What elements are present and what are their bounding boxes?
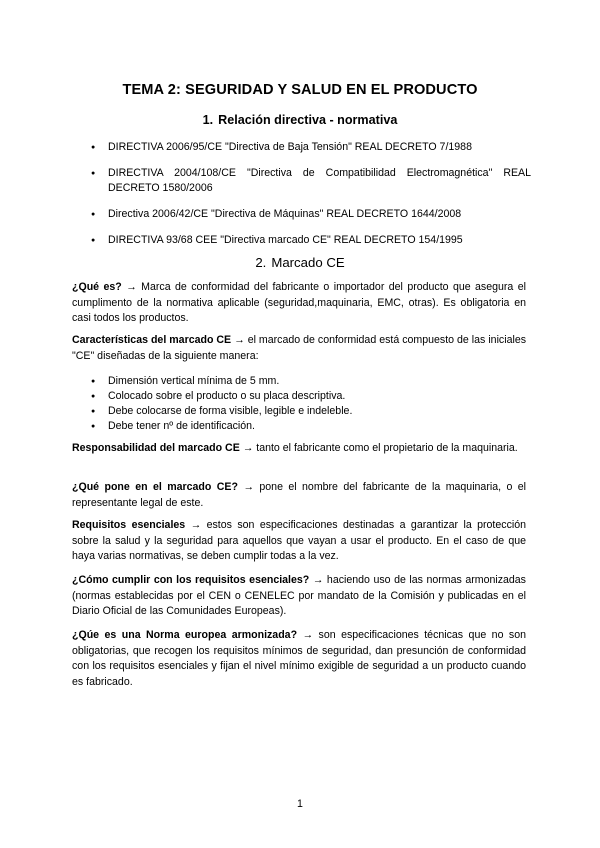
list-item: ● DIRECTIVA 93/68 CEE "Directiva marcado CE" REAL DECRETO 154/1995 <box>91 233 531 248</box>
paragraph-label: Requisitos esenciales <box>72 519 186 531</box>
paragraph-norma-armonizada <box>72 628 526 690</box>
directives-list <box>91 140 531 259</box>
paragraph-label: ¿Qué es? <box>72 281 122 293</box>
list-item: ● Colocado sobre el producto o su placa descriptiva. <box>91 389 511 404</box>
paragraph-label: Responsabilidad del marcado CE <box>72 442 240 454</box>
list-item: ● DIRECTIVA 2006/95/CE "Directiva de Baja Tensión" REAL DECRETO 7/1988 <box>91 140 531 155</box>
page-number: 1 <box>297 798 303 810</box>
list-item: ● Directiva 2006/42/CE "Directiva de Máquinas" REAL DECRETO 1644/2008 <box>91 207 531 222</box>
paragraph-text: → son especificaciones técnicas que no son obligatorias, que recogen los requisitos mínimos de seguridad, dan presunción de conformidad con los requisitos esenciales y fijan el nivel mínimo exigible de seguridad a un producto cuando es fabricado. <box>72 629 526 688</box>
section-2-title: Marcado CE <box>271 255 345 270</box>
paragraph-caracteristicas <box>72 333 526 364</box>
paragraph-label: ¿Cómo cumplir con los requisitos esenciales? <box>72 574 310 586</box>
list-item: ● Debe tener nº de identificación. <box>91 419 511 434</box>
list-item: ● DIRECTIVA 2004/108/CE "Directiva de Compatibilidad Electromagnética" REAL DECRETO 1580/2006 <box>91 166 531 196</box>
paragraph-que-es <box>72 280 526 327</box>
paragraph-text: → pone el nombre del fabricante de la maquinaria, o el representante legal de este. <box>72 481 527 509</box>
paragraph-text: → tanto el fabricante como el propietario de la maquinaria. <box>239 442 518 454</box>
paragraph-label: ¿Qúe es una Norma europea armonizada? <box>72 629 298 641</box>
section-2-number: 2. <box>255 255 267 270</box>
section-1-heading <box>0 113 600 127</box>
section-1-number: 1. <box>202 113 214 127</box>
paragraph-requisitos <box>72 518 526 565</box>
list-item: ● Dimensión vertical mínima de 5 mm. <box>91 374 511 389</box>
page-title: TEMA 2: SEGURIDAD Y SALUD EN EL PRODUCTO <box>122 82 478 98</box>
section-2-heading <box>0 255 600 270</box>
list-item: ● Debe colocarse de forma visible, legible e indeleble. <box>91 404 511 419</box>
paragraph-label: ¿Qué pone en el marcado CE? <box>72 481 238 493</box>
paragraph-como-cumplir <box>72 573 526 620</box>
paragraph-text: → estos son especificaciones destinadas a garantizar la protección sobre la salud y la seguridad para aquellos que vayan a usar el producto. En el caso de que haya varias normativas, se deben cumplir todas a la vez. <box>72 519 526 562</box>
paragraph-text: → Marca de conformidad del fabricante o importador del producto que asegura el cumplimento de la normativa aplicable (seguridad,maquinaria, EMC, otras). Es obligatoria en casi todos los productos. <box>72 281 526 324</box>
paragraph-responsabilidad <box>72 441 526 457</box>
section-1-title: Relación directiva - normativa <box>218 113 398 127</box>
paragraph-que-pone <box>72 480 526 511</box>
caracteristicas-list <box>91 374 511 434</box>
paragraph-text: → haciendo uso de las normas armonizadas (normas establecidas por el CEN o CENELEC por mandato de la Comisión y publicadas en el Diario Oficial de las Comunidades Europeas). <box>72 574 526 617</box>
paragraph-label: Características del marcado CE <box>72 334 232 346</box>
paragraph-text: → el marcado de conformidad está compuesto de las iniciales "CE" diseñadas de la siguiente manera: <box>72 334 527 362</box>
